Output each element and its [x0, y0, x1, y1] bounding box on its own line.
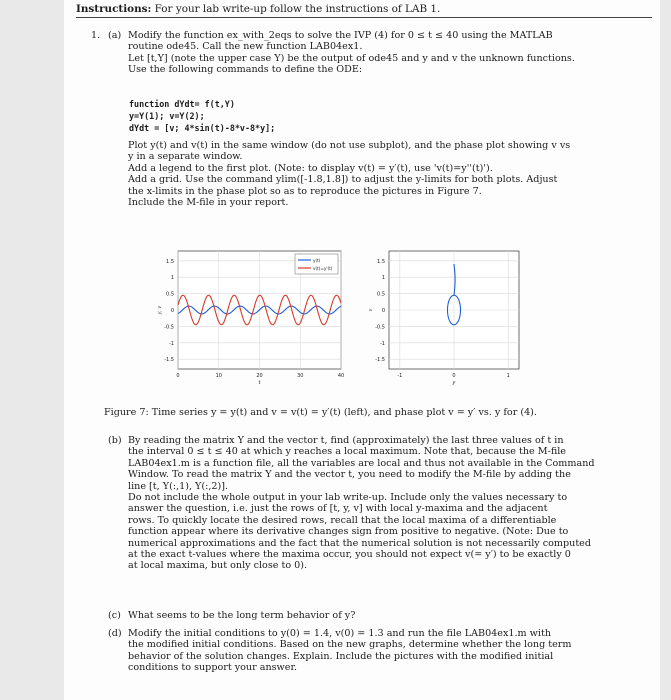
y-axis-label: y, v [157, 305, 163, 315]
y-tick-label: 1.5 [377, 258, 385, 265]
y-tick-label: -0.5 [164, 324, 174, 331]
part-d-text [128, 628, 638, 674]
text-line: numerical approximations and the fact that the numerical solution is not necessarily computed [128, 537, 592, 549]
text-line: at local maxima, but only close to 0). [128, 560, 308, 572]
part-c-label: (c) [108, 610, 121, 621]
y-tick-label: 1.5 [166, 258, 174, 265]
text-line: the modified initial conditions. Based on the new graphs, determine whether the long term [128, 639, 572, 651]
instructions-line [76, 3, 440, 15]
part-b-label: (b) [108, 435, 122, 446]
text-line: y in a separate window. [128, 151, 243, 163]
y-tick-label: 0 [381, 308, 385, 314]
instructions-label: Instructions: [76, 3, 152, 15]
text-line: By reading the matrix Y and the vector t, find (approximately) the last three values of t in [128, 435, 564, 446]
text-line: Add a grid. Use the command ylim([-1.8,1.8]) to adjust the y-limits for both plots. Adjust [128, 174, 558, 186]
x-tick-label: 0 [176, 373, 180, 379]
text-line: routine ode45. Call the new function LAB04ex1. [128, 41, 363, 53]
text-line: rows. To quickly locate the desired rows, recall that the local maxima of a differentiable [128, 514, 557, 526]
header-rule [76, 17, 652, 18]
code-line: function dYdt= f(t,Y) [129, 99, 235, 109]
y-tick-label: 0.5 [377, 291, 385, 298]
text-line: line [t, Y(:,1), Y(:,2)]. [128, 480, 229, 492]
part-d-label: (d) [108, 628, 122, 639]
time-series-chart [148, 243, 344, 393]
text-line: Window. To read the matrix Y and the vector t, you need to modify the M-file by adding the [128, 469, 571, 481]
figure-caption: Figure 7: Time series y = y(t) and v = v(t) = y′(t) (left), and phase plot v = y′ vs. y for (4). [104, 407, 537, 418]
problem-number: 1. [91, 30, 101, 41]
legend-label: y(t) [313, 257, 321, 263]
text-line: Do not include the whole output in your lab write-up. Include only the values necessary to [128, 492, 568, 504]
x-tick-label: 40 [337, 373, 344, 379]
x-tick-label: -1 [397, 373, 403, 379]
y-tick-label: 1 [381, 275, 385, 282]
y-tick-label: 1 [170, 275, 174, 282]
part-b-text [128, 435, 638, 572]
y-tick-label: 0.5 [166, 291, 174, 298]
x-axis-label: t [258, 380, 261, 386]
y-tick-label: -0.5 [375, 324, 385, 331]
legend-label: v(t)=y'(t) [313, 265, 333, 271]
y-tick-label: 0 [170, 308, 174, 314]
y-axis-label: v [368, 308, 374, 312]
x-tick-label: 10 [215, 373, 222, 379]
text-line: Add a legend to the first plot. (Note: to display v(t) = y′(t), use 'v(t)=y''(t)'). [128, 162, 493, 174]
text-line: conditions to support your answer. [128, 662, 298, 674]
phase-plot-chart [359, 243, 524, 393]
text-line: Use the following commands to define the ODE: [128, 64, 363, 76]
text-line: the interval 0 ≤ t ≤ 40 at which y reaches a local maximum. Note that, because the M-file [128, 446, 566, 458]
text-line: Modify the initial conditions to y(0) = 1.4, v(0) = 1.3 and run the file LAB04ex1.m with [128, 628, 551, 639]
text-line: Let [t,Y] (note the upper case Y) be the output of ode45 and y and v the unknown functions. [128, 52, 575, 64]
x-tick-label: 1 [506, 373, 510, 379]
text-line: answer the question, i.e. just the rows of [t, y, v] with local y-maxima and the adjacent [128, 503, 548, 515]
part-a-text [128, 30, 638, 76]
text-line: LAB04ex1.m is a function file, all the variables are local and thus not available in the Command [128, 457, 595, 469]
text-line: at the exact t-values where the maxima occur, you should not expect v(= y′) to be exactly 0 [128, 549, 571, 561]
text-line: Include the M-file in your report. [128, 197, 289, 209]
x-axis-label: y [452, 380, 456, 386]
text-line: function appear where its derivative changes sign from positive to negative. (Note: Due to [128, 526, 569, 538]
part-c-text: What seems to be the long term behavior of y? [128, 610, 356, 621]
part-a-label: (a) [108, 30, 122, 41]
y-tick-label: -1 [380, 340, 385, 347]
text-line: Plot y(t) and v(t) in the same window (do not use subplot), and the phase plot showing v vs [128, 140, 571, 151]
x-tick-label: 0 [452, 373, 456, 379]
document-page [64, 0, 660, 700]
y-tick-label: -1.5 [375, 357, 385, 364]
x-tick-label: 30 [297, 373, 304, 379]
x-tick-label: 20 [256, 373, 263, 379]
text-line: Modify the function ex_with_2eqs to solve the IVP (4) for 0 ≤ t ≤ 40 using the MATLAB [128, 30, 553, 41]
text-line: the x-limits in the phase plot so as to reproduce the pictures in Figure 7. [128, 185, 482, 197]
y-tick-label: -1 [169, 340, 174, 347]
code-line: dYdt = [v; 4*sin(t)-8*v-8*y]; [129, 123, 276, 134]
instructions-text: For your lab write-up follow the instructions of LAB 1. [154, 3, 441, 15]
code-line: y=Y(1); v=Y(2); [129, 111, 205, 122]
code-block [129, 98, 275, 135]
text-line: behavior of the solution changes. Explain. Include the pictures with the modified initial [128, 650, 554, 662]
part-a-text-2 [128, 140, 638, 208]
y-tick-label: -1.5 [164, 357, 174, 364]
